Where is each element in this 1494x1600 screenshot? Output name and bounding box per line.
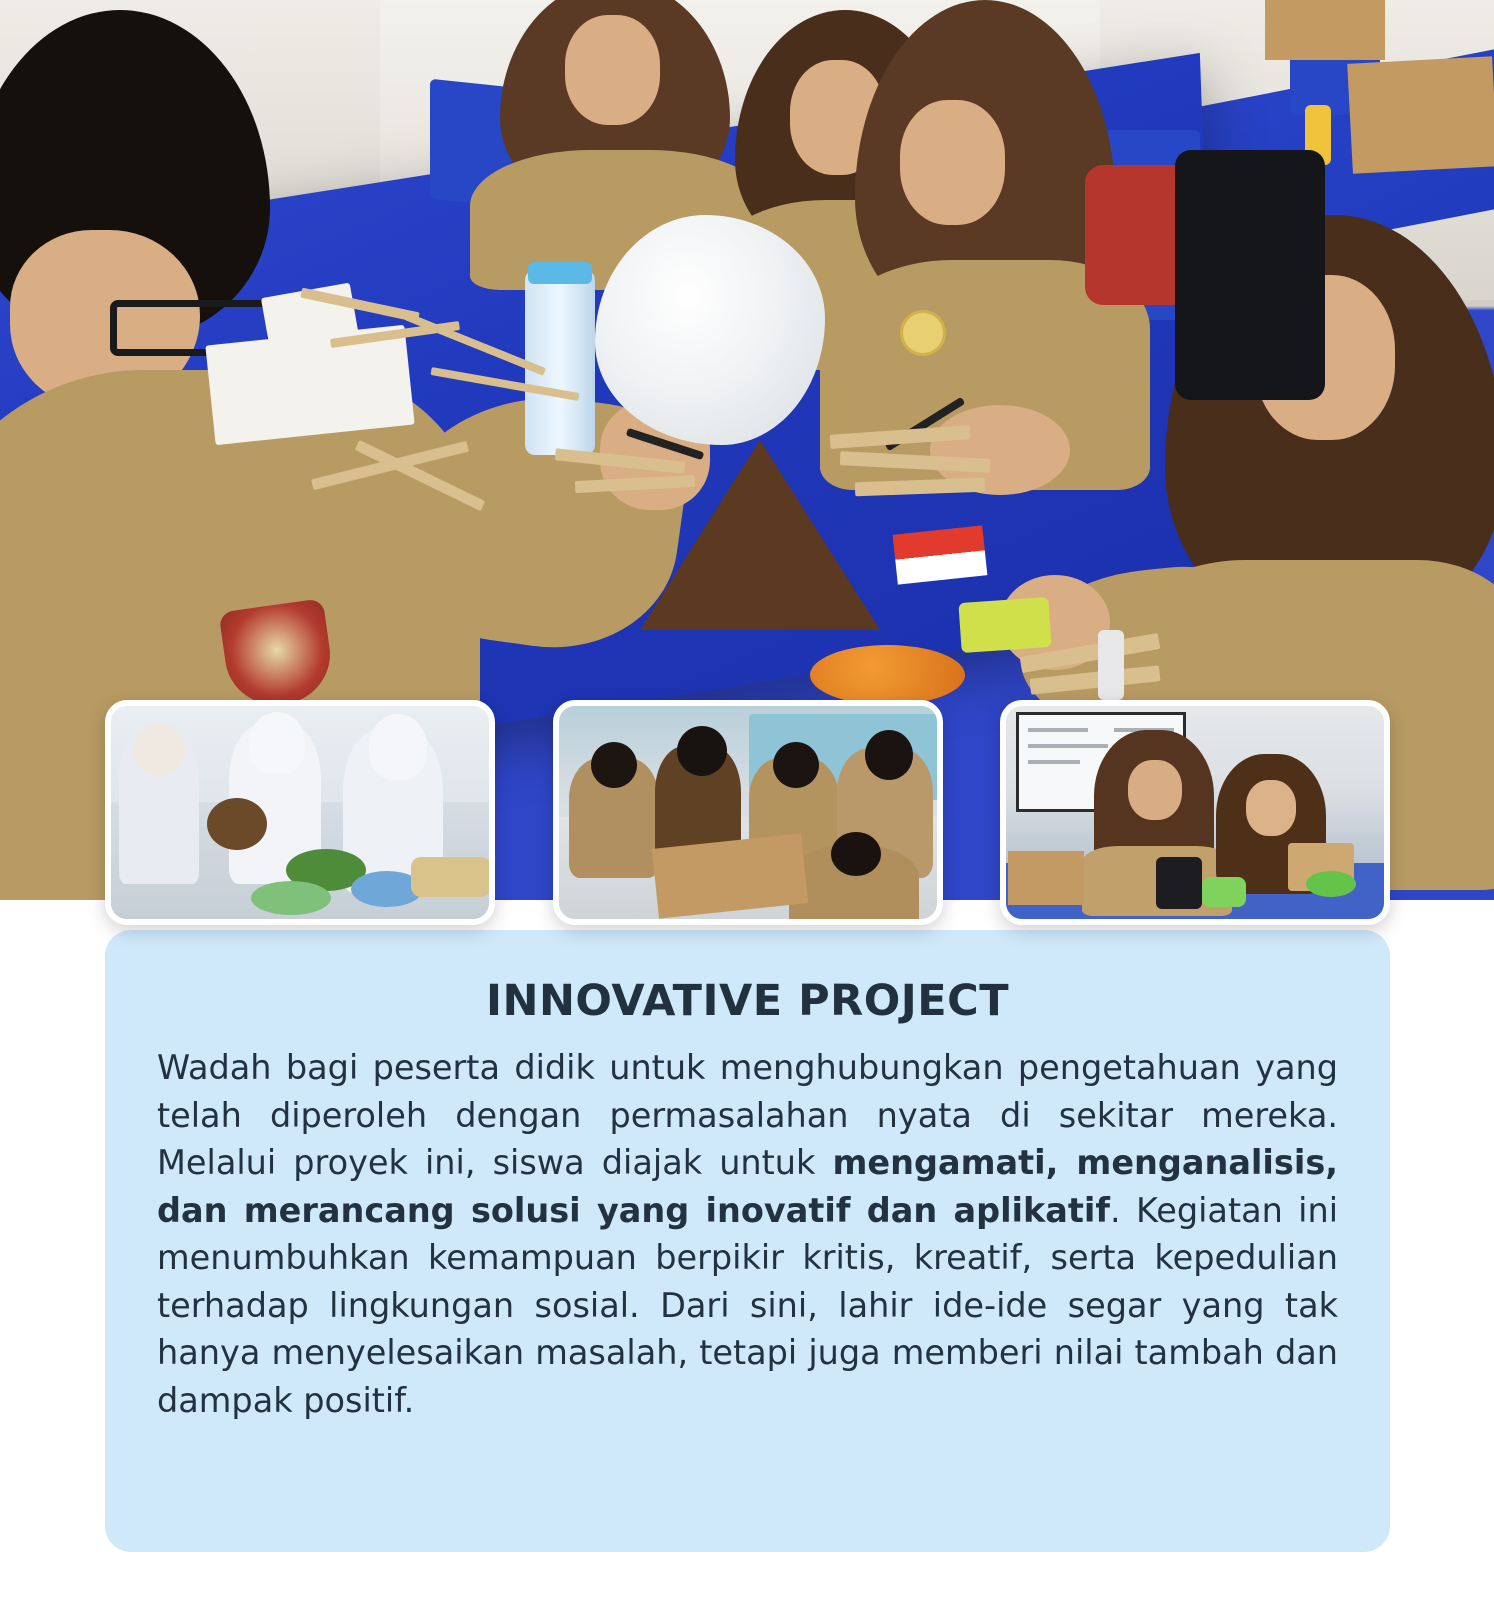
thumb3-student-left-face xyxy=(1128,760,1182,820)
thumb1-student-c-head xyxy=(369,714,427,780)
student-back-3-face xyxy=(900,100,1005,225)
thumb1-student-a-head xyxy=(133,724,185,776)
cardboard-box xyxy=(1347,56,1494,173)
card-paragraph xyxy=(157,1044,1338,1425)
indonesian-flag xyxy=(893,525,988,584)
student-back-3-badge xyxy=(900,310,946,356)
thumb3-green-material xyxy=(1306,871,1356,897)
black-backpack xyxy=(1175,150,1325,400)
thumb2-student-b-head xyxy=(677,726,727,776)
thumbnail-1[interactable] xyxy=(105,700,495,925)
plastic-bag xyxy=(595,215,825,445)
thumb2-student-e-head xyxy=(831,832,881,876)
thumb2-student-a-head xyxy=(591,742,637,788)
thumb3-black-jar xyxy=(1156,857,1202,909)
water-bottle xyxy=(525,270,595,455)
info-card xyxy=(105,930,1390,1552)
sponge xyxy=(958,597,1051,653)
paragraph-part-1: Wadah bagi peserta didik untuk menghubungkan pengetahuan yang telah diperoleh dengan permasalahan nyata di sekitar mereka. Melalui proyek ini, siswa diajak untuk xyxy=(157,1048,1338,1183)
student-back-1-face xyxy=(565,15,660,125)
paragraph-bold: mengamati, menganalisis, dan merancang solusi yang inovatif dan aplikatif xyxy=(157,1143,1338,1230)
thumb3-whiteboard-line xyxy=(1028,728,1088,732)
bottle-cap xyxy=(528,262,592,284)
thumbnail-strip xyxy=(105,700,1390,930)
thumb3-green-item xyxy=(1202,877,1246,907)
thumbnail-2[interactable] xyxy=(553,700,943,925)
thumb3-whiteboard-line xyxy=(1028,760,1080,764)
thumbnail-3[interactable] xyxy=(1000,700,1390,925)
thumb1-green-bowl xyxy=(251,881,331,915)
thumb3-cardboard xyxy=(1008,851,1084,905)
thumb3-student-right-face xyxy=(1246,780,1296,836)
thumb1-coconut xyxy=(207,798,267,850)
paragraph-part-2: . Kegiatan ini menumbuhkan kemampuan berpikir kritis, kreatif, serta kepedulian terhadap lingkungan sosial. Dari sini, lahir ide-ide segar yang tak hanya menyelesaikan masalah, tetapi juga memberi nilai tambah dan dampak positif. xyxy=(157,1190,1338,1420)
thumb1-student-b-head xyxy=(249,712,305,774)
page-title: INNOVATIVE PROJECT xyxy=(485,976,1010,1026)
thumb2-student-c-head xyxy=(773,742,819,788)
glue-bottle xyxy=(1098,630,1124,700)
thumb1-food-tray xyxy=(411,857,491,897)
cardboard-sheet xyxy=(1265,0,1385,60)
orange-bowl xyxy=(810,645,965,705)
thumb3-whiteboard-line xyxy=(1028,744,1108,748)
thumb2-student-d-head xyxy=(865,730,913,780)
